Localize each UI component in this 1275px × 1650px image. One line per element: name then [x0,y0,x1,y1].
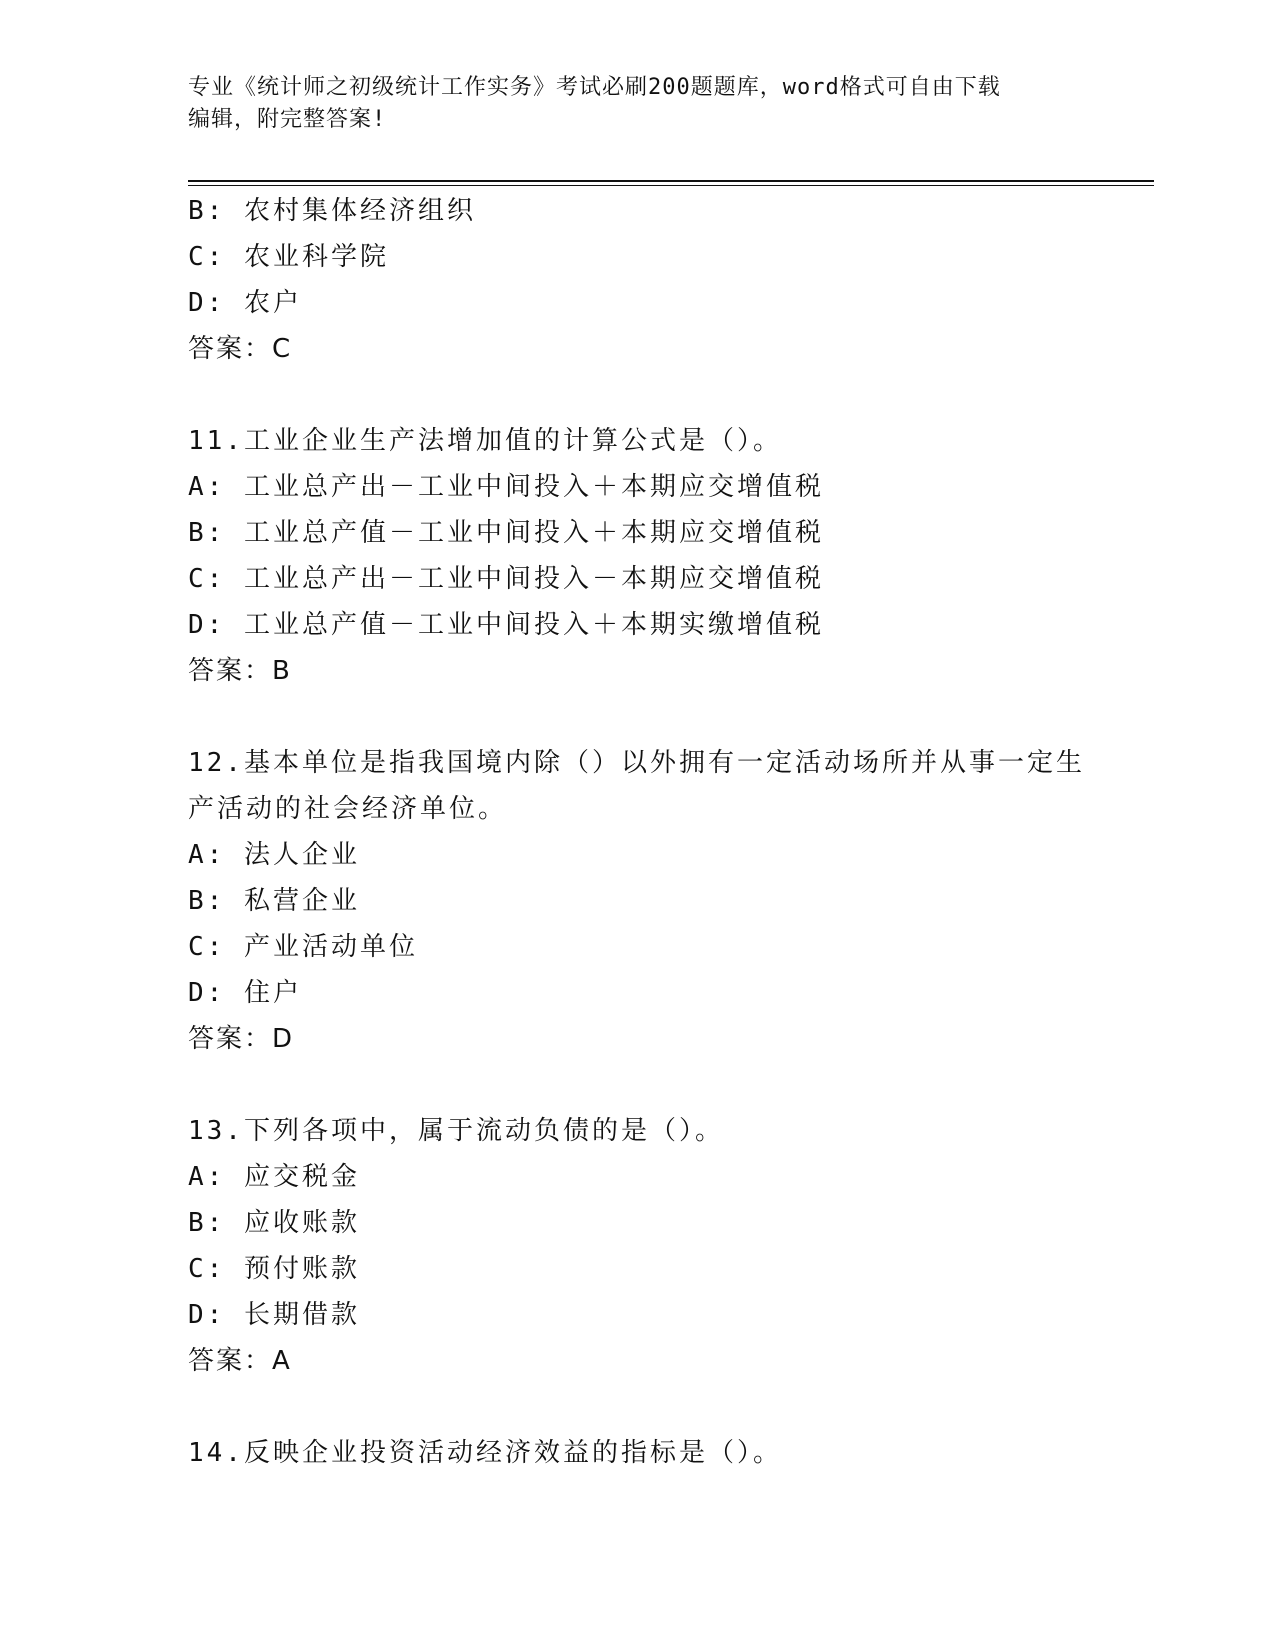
question-stem-line-1: 12.基本单位是指我国境内除（）以外拥有一定活动场所并从事一定生 [188,748,1085,778]
option-c: C: 工业总产出－工业中间投入－本期应交增值税 [188,564,824,594]
spacer [188,1062,1088,1108]
spacer [188,372,1088,418]
option-d: D: 工业总产值－工业中间投入＋本期实缴增值税 [188,610,824,640]
option-a: A: 工业总产出－工业中间投入＋本期应交增值税 [188,472,824,502]
option-a: A: 法人企业 [188,840,360,870]
spacer [188,1384,1088,1430]
header-rule-thick [188,180,1154,182]
question-stem: 13.下列各项中，属于流动负债的是（）。 [188,1116,724,1146]
answer: 答案：A [188,1346,292,1376]
answer: 答案：B [188,656,292,686]
option-c: C: 产业活动单位 [188,932,418,962]
header-rule-thin [188,185,1154,186]
question-14 [188,1430,1088,1476]
option-b: B: 私营企业 [188,886,360,916]
question-13 [188,1108,1088,1384]
option-b: B: 农村集体经济组织 [188,196,476,226]
option-d: D: 住户 [188,978,302,1008]
answer: 答案：C [188,334,293,364]
question-10-tail [188,188,1088,372]
answer: 答案：D [188,1024,295,1054]
option-d: D: 长期借款 [188,1300,360,1330]
option-a: A: 应交税金 [188,1162,360,1192]
header-line-1: 专业《统计师之初级统计工作实务》考试必刷200题题库，word格式可自由下载 [188,75,1001,100]
question-12 [188,740,1088,1062]
option-d: D: 农户 [188,288,302,318]
question-list [188,188,1088,1476]
question-stem: 11.工业企业生产法增加值的计算公式是（）。 [188,426,782,456]
spacer [188,694,1088,740]
question-11 [188,418,1088,694]
option-c: C: 预付账款 [188,1254,360,1284]
option-c: C: 农业科学院 [188,242,389,272]
header-line-2: 编辑，附完整答案! [188,107,387,132]
option-b: B: 应收账款 [188,1208,360,1238]
option-b: B: 工业总产值－工业中间投入＋本期应交增值税 [188,518,824,548]
question-stem: 14.反映企业投资活动经济效益的指标是（）。 [188,1438,782,1468]
question-stem-line-2: 产活动的社会经济单位。 [188,794,508,824]
document-header [188,72,1078,136]
